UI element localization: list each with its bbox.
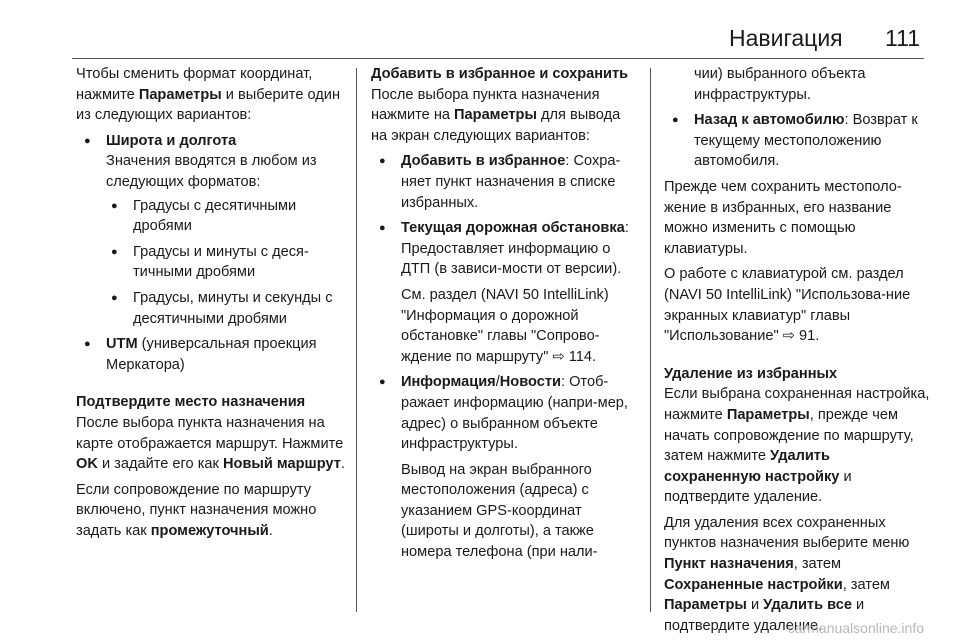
list-item-traffic: ● Текущая дорожная обстановка: Предоставляет информацию о ДТП (в зависи-мости от версии). См. раздел (NAVI 50 IntelliLink) "Информация о дорожной обстановке" главы "Сопрово-ждение по маршруту" ⇨ 114. <box>371 218 635 367</box>
paragraph-keyboard-ref: О работе с клавиатурой см. раздел (NAVI 50 IntelliLink) "Использова-ние экранных клавиатур" главы "Использование" ⇨ 91. <box>664 266 911 345</box>
paragraph-delete-all: Для удаления всех сохраненных пунктов назначения выберите меню Пункт назначения, затем Сохраненные настройки, затем Параметры и Удалить все и подтвердите удаление. <box>664 514 910 634</box>
list-item: ● Градусы, минуты и секунды с десятичными дробями <box>106 288 346 329</box>
list-item-info-news: ● Информация/Новости: Отоб-ражает информацию (напри-мер, адрес) о выбранном объекте инфраструктуры. Вывод на экран выбранного местоположения (адреса) с указанием GPS-координат (широты и долготы), а также номера телефона (при нали- <box>371 372 635 562</box>
column-divider-1 <box>356 68 357 612</box>
list-item-add-favorite: ● Добавить в избранное: Сохра-няет пункт назначения в списке избранных. <box>371 151 635 213</box>
watermark: carmanualsonline.info <box>787 620 924 636</box>
list-item-back-to-car: ● Назад к автомобилю: Возврат к текущему местоположению автомобиля. <box>664 110 930 172</box>
paragraph-delete: Если выбрана сохраненная настройка, нажмите Параметры, прежде чем начать сопровождение по маршруту, затем нажмите Удалить сохраненную настройку и подтвердите удаление. <box>664 386 930 506</box>
options-list <box>371 151 635 562</box>
column-3 <box>664 64 930 641</box>
heading-add-favorites: Добавить в избранное и сохранить <box>371 66 629 82</box>
list-item-utm: ● UTM (универсальная проекция Меркатора) <box>76 334 346 375</box>
sublist-formats <box>106 196 346 330</box>
heading-confirm: Подтвердите место назначения <box>76 394 306 411</box>
format-list <box>76 131 346 376</box>
paragraph-options: После выбора пункта назначения нажмите на Параметры для вывода на экран следующих вариантов: <box>371 86 621 144</box>
continued-text: чии) выбранного объекта инфраструктуры. <box>694 66 866 103</box>
page-number: 111 <box>885 25 920 51</box>
heading-delete-favorites: Удаление из избранных <box>664 365 838 382</box>
paragraph-waypoint: Если сопровождение по маршруту включено, пункт назначения можно задать как промежуточный. <box>76 481 317 539</box>
column-divider-2 <box>650 68 651 612</box>
paragraph-rename: Прежде чем сохранить местополо-жение в избранных, его название можно изменить с помощью клавиатуры. <box>664 178 902 257</box>
list-item: ● Градусы с десятичными дробями <box>106 196 346 237</box>
page-title: Навигация <box>729 25 843 51</box>
traffic-reference: См. раздел (NAVI 50 IntelliLink) "Информация о дорожной обстановке" главы "Сопрово-ждение по маршруту" ⇨ 114. <box>401 286 609 365</box>
options-list-cont <box>664 110 930 172</box>
info-more: Вывод на экран выбранного местоположения (адреса) с указанием GPS-координат (широты и долготы), а также номера телефона (при нали- <box>401 461 598 561</box>
column-1 <box>76 64 346 546</box>
intro-paragraph: Чтобы сменить формат координат, нажмите Параметры и выберите один из следующих вариантов: <box>76 66 341 124</box>
list-item: ● Градусы и минуты с деся-тичными дробями <box>106 242 346 283</box>
page-header <box>60 18 920 58</box>
list-item-latlon: ● Широта и долгота Значения вводятся в любом из следующих форматов: ● Градусы с десятичными дробями ● Градусы и минуты с деся-тичными дробями ● Градусы, минуты и секунды с десятичными дробями <box>76 131 346 329</box>
column-2 <box>371 64 635 568</box>
paragraph-confirm: После выбора пункта назначения на карте отображается маршрут. Нажмите OK и задайте его как Новый маршрут. <box>76 414 345 473</box>
header-divider <box>72 58 924 59</box>
